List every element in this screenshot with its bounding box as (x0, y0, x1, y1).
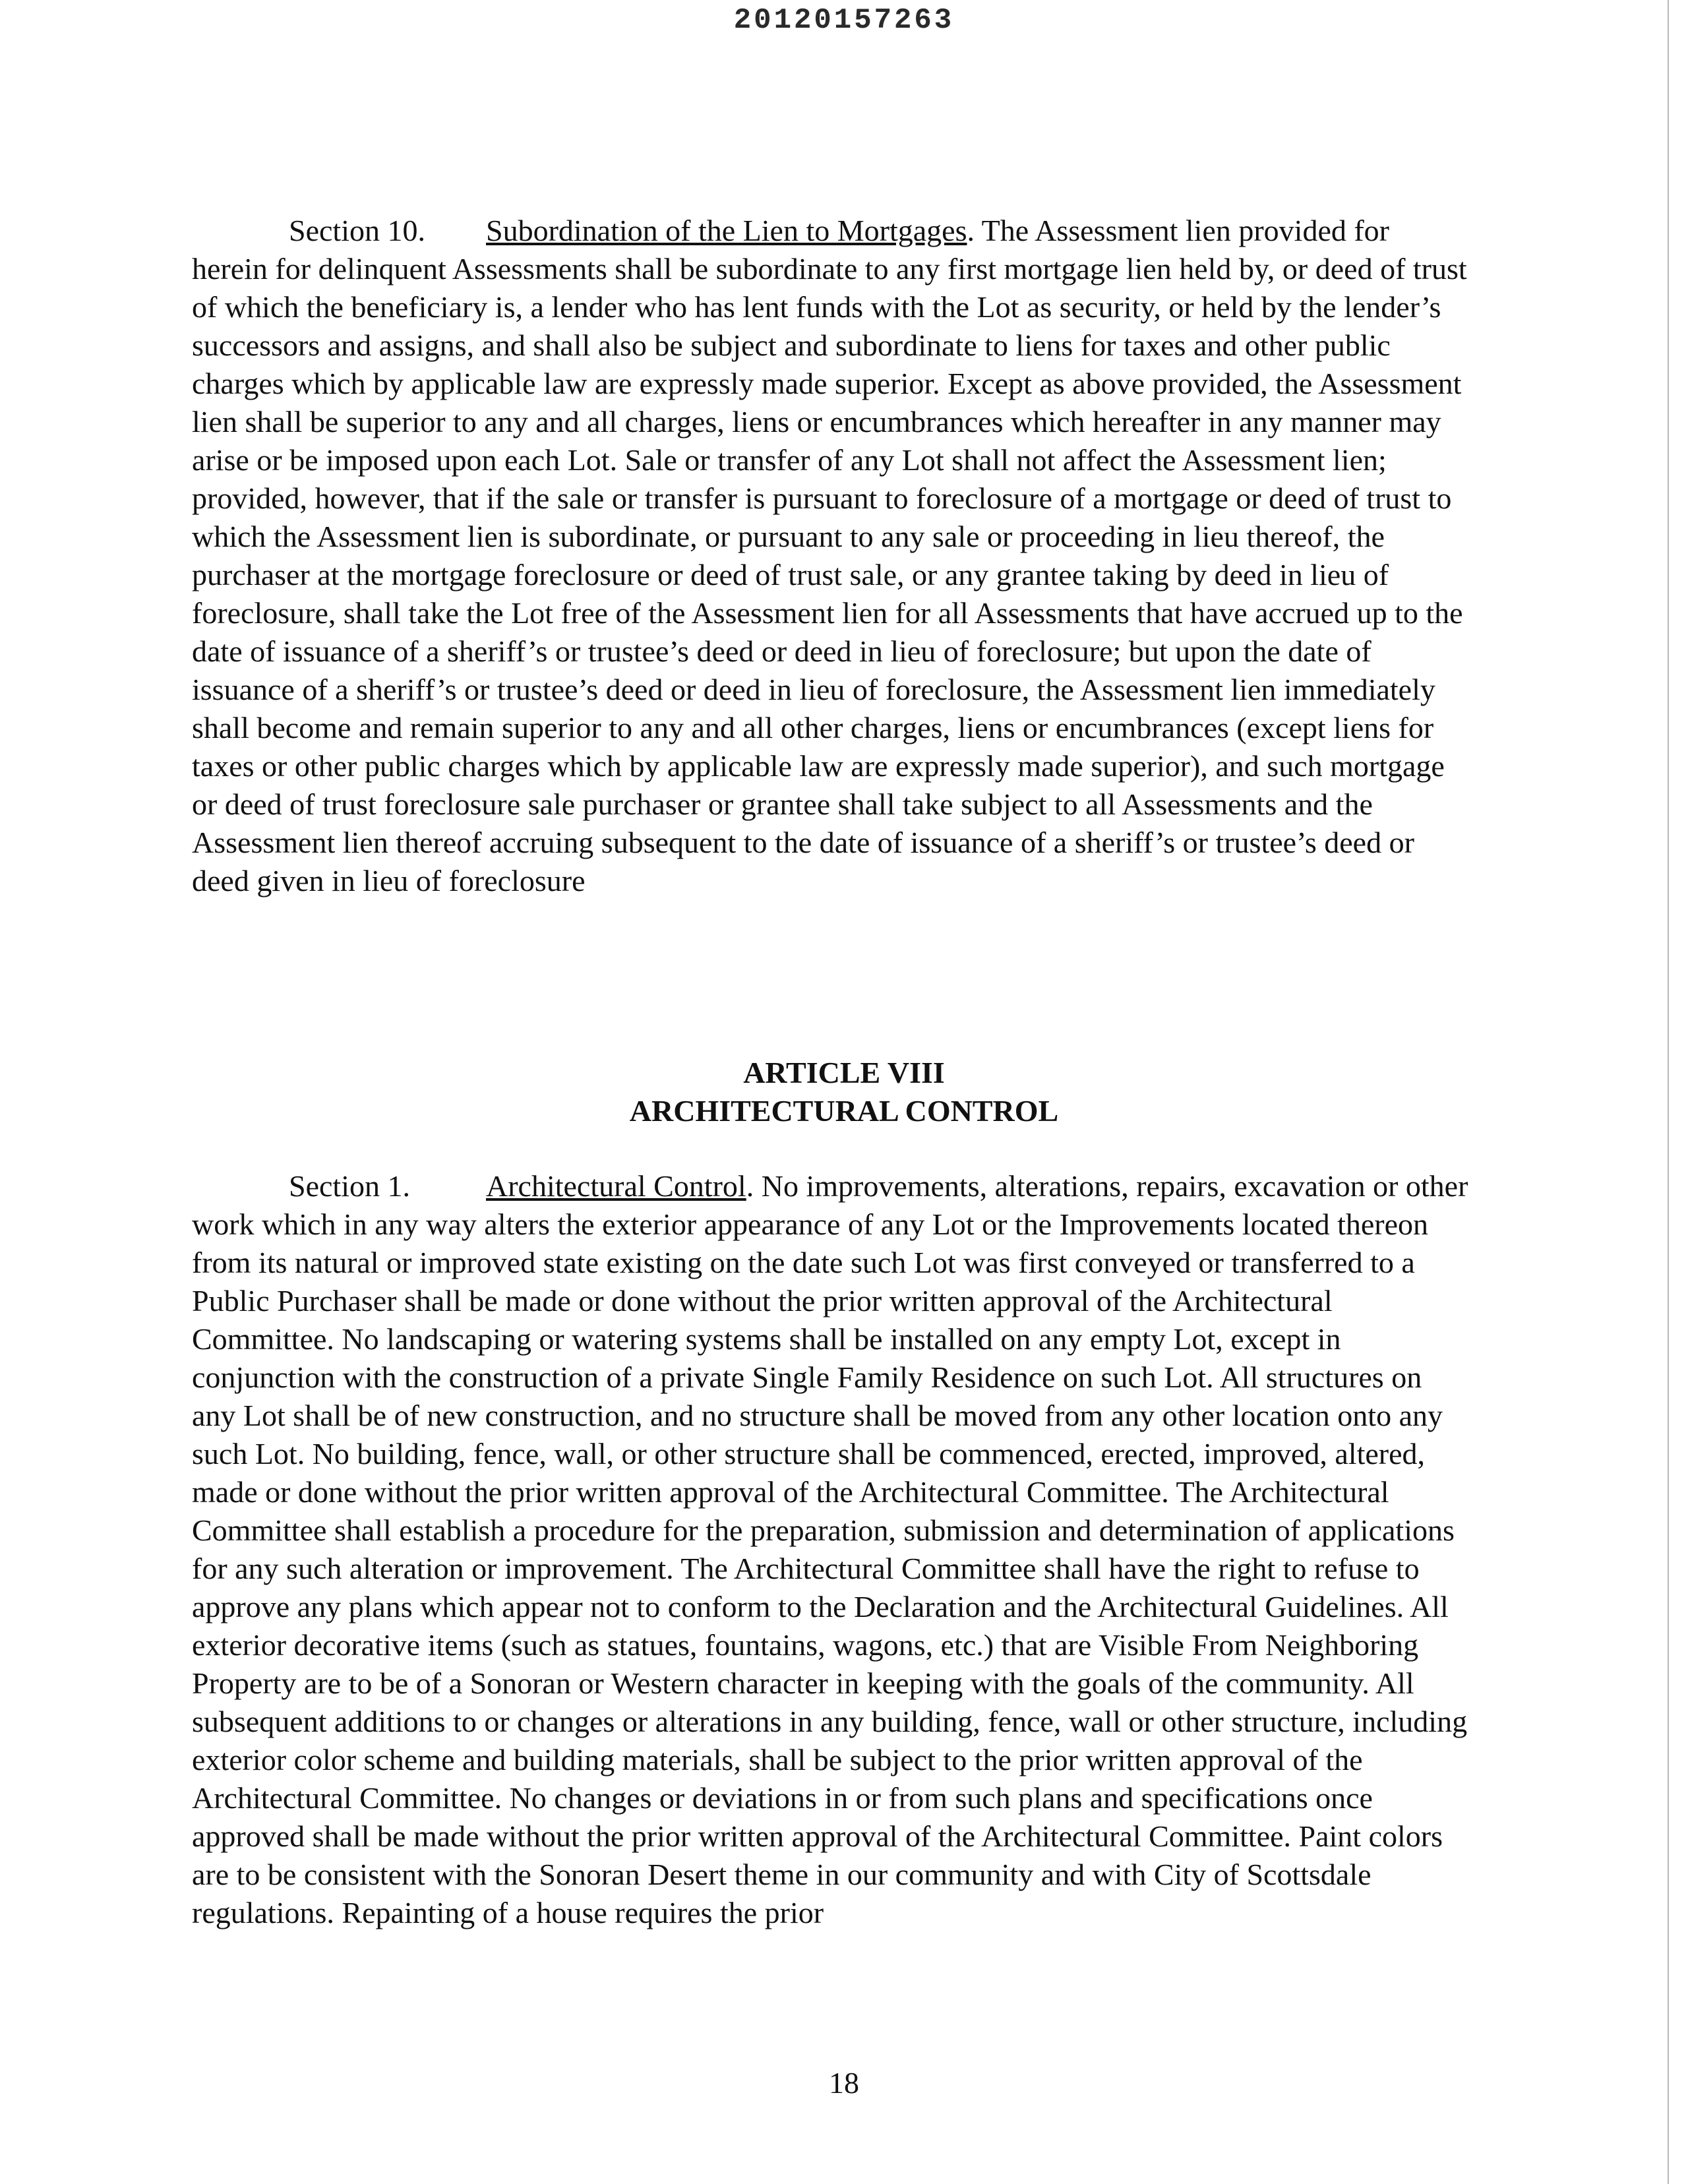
section-10-paragraph (192, 212, 1471, 900)
section-10-number: Section 10. (289, 214, 425, 247)
section-10-block (192, 212, 1471, 900)
section-1-body: . No improvements, alterations, repairs, excavation or other work which in any way alters the exterior appearance of any Lot or the Improvements located thereon from its natural or improved state existing on the date such Lot was first conveyed or transferred to a Public Purchaser shall be made or done without the prior written approval of the Architectural Committee. No landscaping or watering systems shall be installed on any empty Lot, except in conjunction with the construction of a private Single Family Residence on such Lot. All structures on any Lot shall be of new construction, and no structure shall be moved from any other location onto any such Lot. No building, fence, wall, or other structure shall be commenced, erected, improved, altered, made or done without the prior written approval of the Architectural Committee. The Architectural Committee shall establish a procedure for the preparation, submission and determination of applications for any such alteration or improvement. The Architectural Committee shall have the right to refuse to approve any plans which appear not to conform to the Declaration and the Architectural Guidelines. All exterior decorative items (such as statues, fountains, wagons, etc.) that are Visible From Neighboring Property are to be of a Sonoran or Western character in keeping with the goals of the community. All subsequent additions to or changes or alterations in any building, fence, wall or other structure, including exterior color scheme and building materials, shall be subject to the prior written approval of the Architectural Committee. No changes or deviations in or from such plans and specifications once approved shall be made without the prior written approval of the Architectural Committee. Paint colors are to be consistent with the Sonoran Desert theme in our community and with City of Scottsdale regulations. Repainting of a house requires the prior (192, 1169, 1468, 1929)
article-number: ARTICLE VIII (743, 1056, 945, 1089)
section-1-paragraph (192, 1167, 1471, 1932)
page-number: 18 (829, 2066, 859, 2100)
section-1-title: Architectural Control (486, 1169, 746, 1203)
section-1-number: Section 1. (289, 1169, 410, 1203)
recording-number: 20120157263 (733, 4, 955, 37)
section-10-title: Subordination of the Lien to Mortgages (486, 214, 967, 247)
section-1-block (192, 1167, 1471, 1932)
section-10-body: . The Assessment lien provided for herein for delinquent Assessments shall be subordinate to any first mortgage lien held by, or deed of trust of which the beneficiary is, a lender who has lent funds with the Lot as security, or held by the lender’s successors and assigns, and shall also be subject and subordinate to liens for taxes and other public charges which by applicable law are expressly made superior. Except as above provided, the Assessment lien shall be superior to any and all charges, liens or encumbrances which hereafter in any manner may arise or be imposed upon each Lot. Sale or transfer of any Lot shall not affect the Assessment lien; provided, however, that if the sale or transfer is pursuant to foreclosure of a mortgage or deed of trust to which the Assessment lien is subordinate, or pursuant to any sale or proceeding in lieu thereof, the purchaser at the mortgage foreclosure or deed of trust sale, or any grantee taking by deed in lieu of foreclosure, shall take the Lot free of the Assessment lien for all Assessments that have accrued up to the date of issuance of a sheriff’s or trustee’s deed or deed in lieu of foreclosure; but upon the date of issuance of a sheriff’s or trustee’s deed or deed in lieu of foreclosure, the Assessment lien immediately shall become and remain superior to any and all other charges, liens or encumbrances (except liens for taxes or other public charges which by applicable law are expressly made superior), and such mortgage or deed of trust foreclosure sale purchaser or grantee shall take subject to all Assessments and the Assessment lien thereof accruing subsequent to the date of issuance of a sheriff’s or trustee’s deed or deed given in lieu of foreclosure (192, 214, 1467, 897)
article-title: ARCHITECTURAL CONTROL (629, 1094, 1059, 1128)
